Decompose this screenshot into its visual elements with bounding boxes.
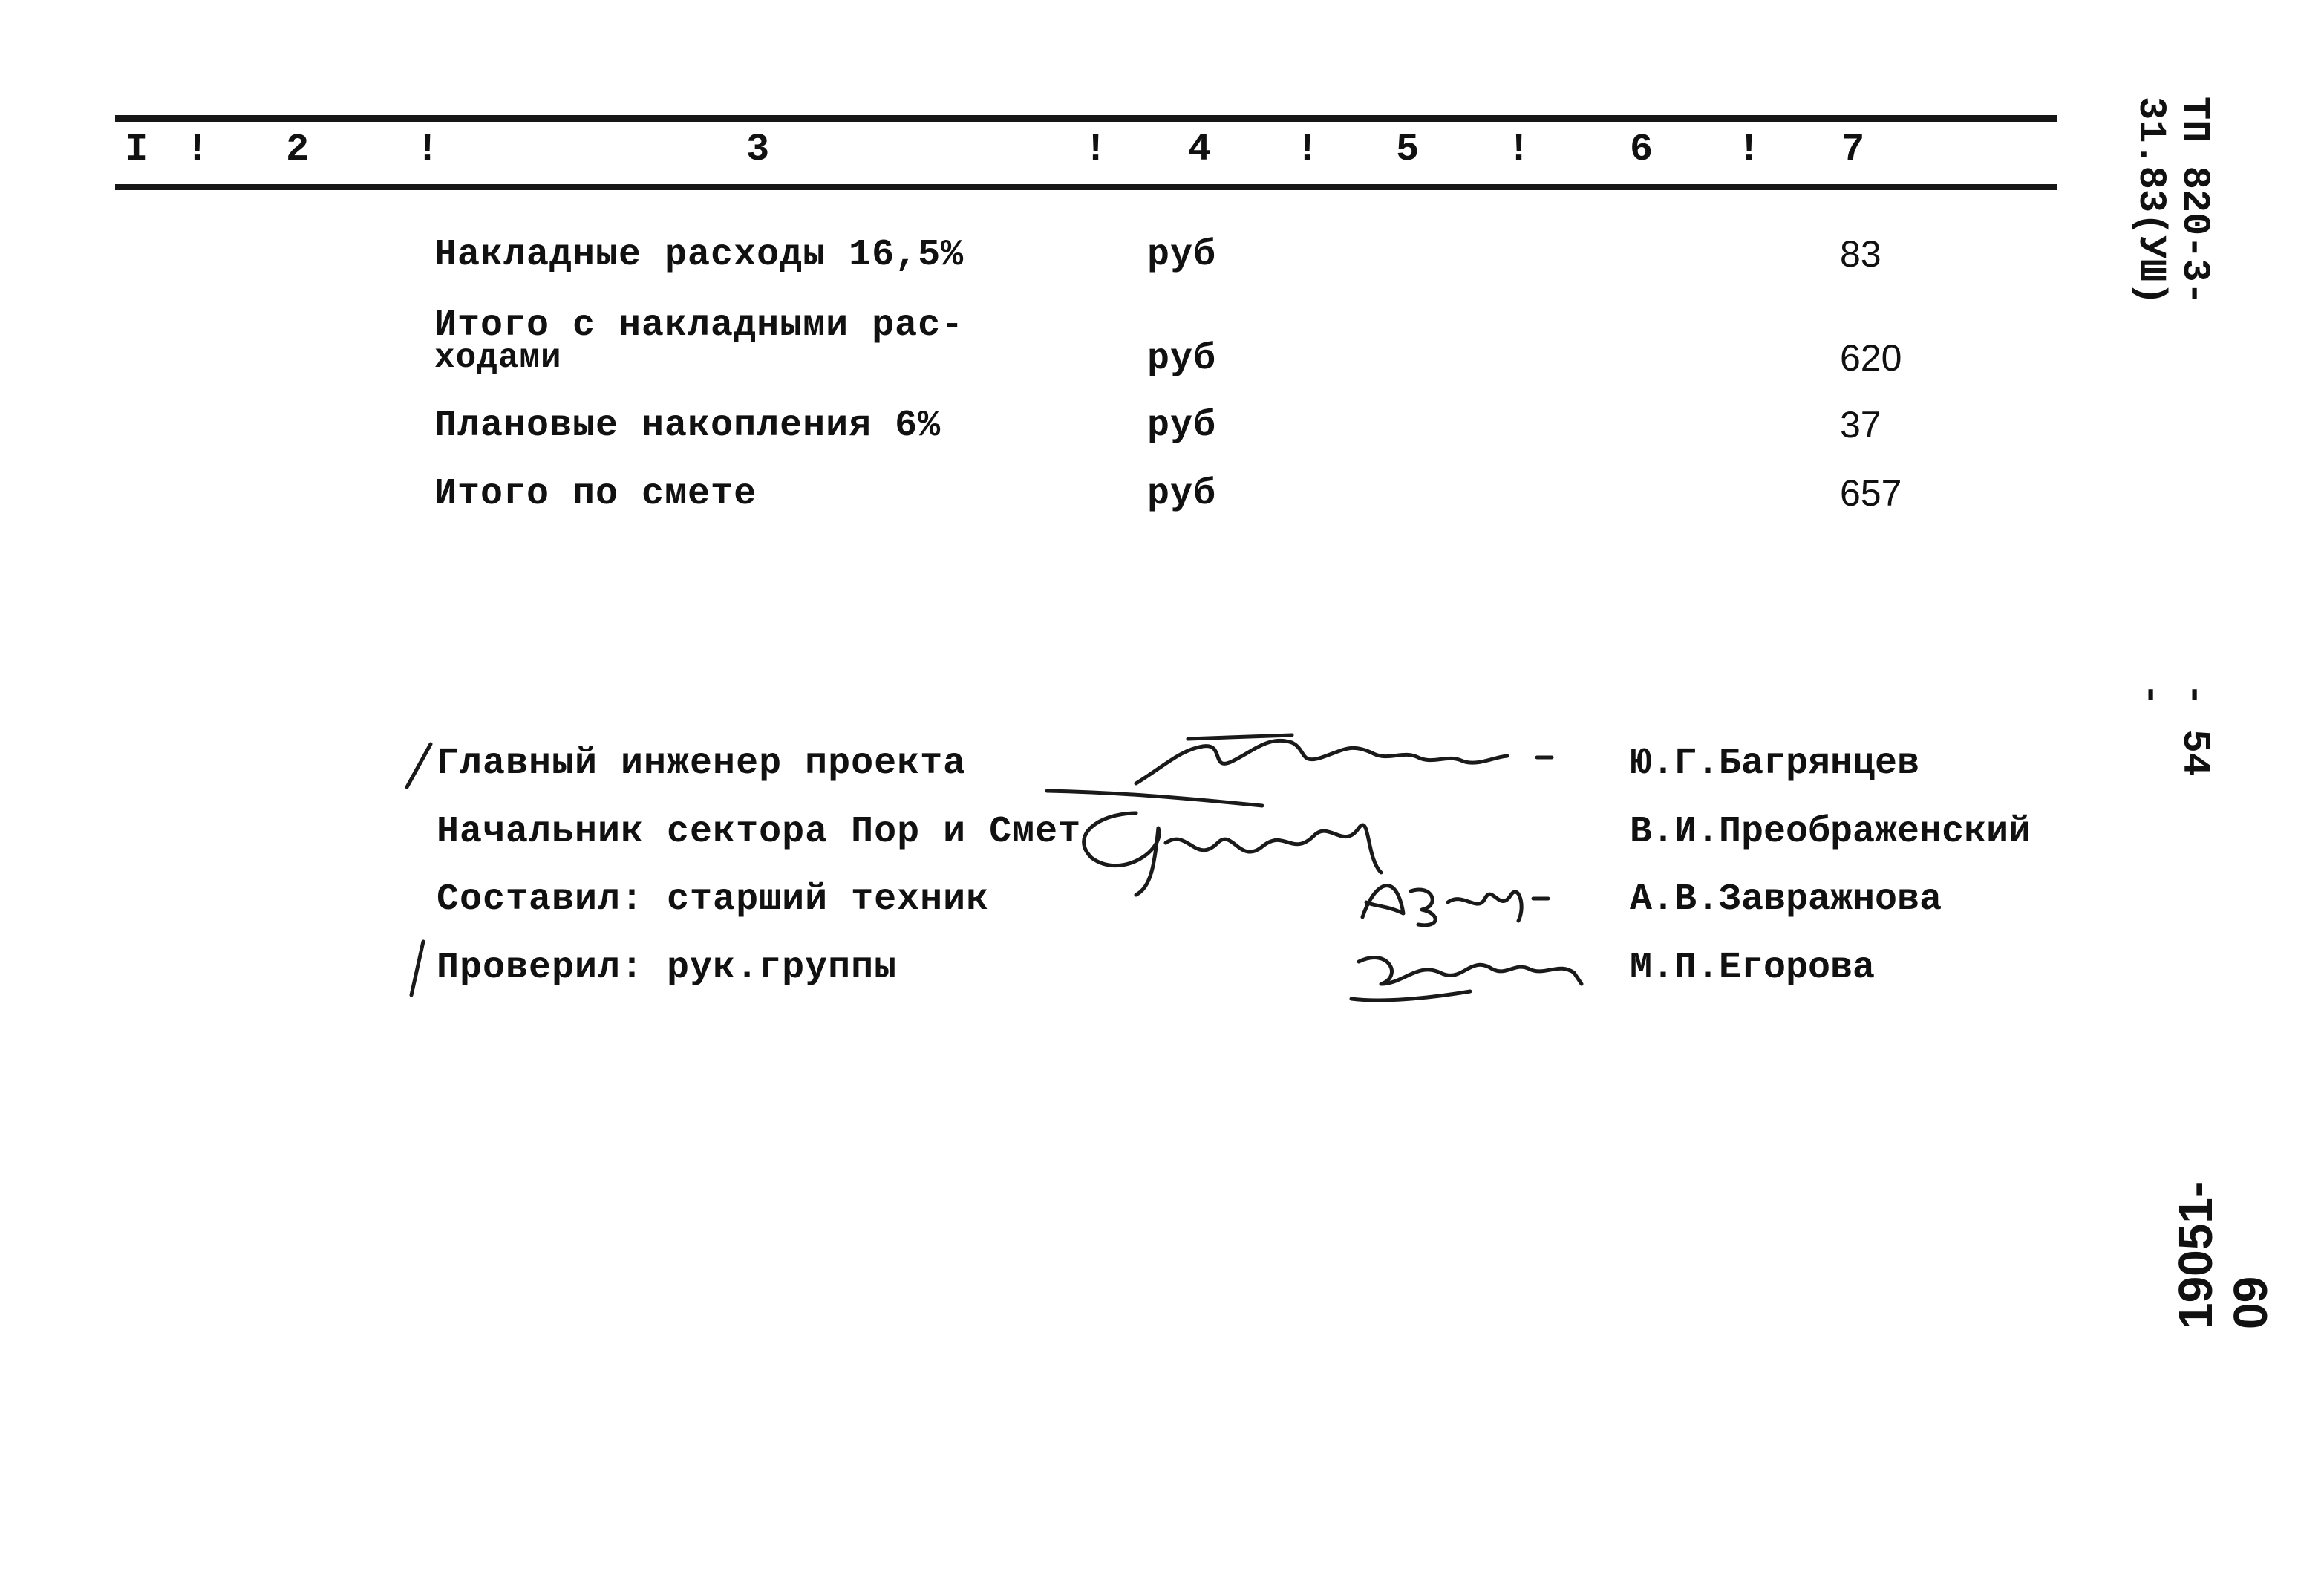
table-header-bottom-rule [115, 184, 2057, 190]
column-separator: ! [1507, 128, 1531, 172]
column-separator: ! [1296, 128, 1319, 172]
row-unit: руб [1147, 234, 1217, 276]
column-separator: ! [186, 128, 209, 172]
page-number: - 54 - [2129, 683, 2216, 776]
table-top-rule [115, 115, 2057, 122]
signatory-title: Начальник сектора Пор и Смет [437, 811, 1082, 853]
row-label: Плановые накопления 6% [434, 405, 941, 447]
row-unit: руб [1147, 473, 1217, 515]
column-separator: ! [416, 128, 440, 172]
signatory-title: Проверил: рук.группы [437, 947, 898, 989]
column-header-2: 2 [286, 128, 310, 172]
document-code: ТП 820-3-31.83(УШ) [2129, 97, 2216, 305]
row-label-line2: ходами [434, 339, 562, 377]
row-unit: руб [1147, 405, 1217, 447]
row-value: 620 [1840, 337, 1902, 379]
column-separator: ! [1084, 128, 1108, 172]
row-label-line1: Итого с накладными рас- [434, 304, 964, 347]
archive-stamp-number: 19051-09 [2169, 1181, 2277, 1329]
signatory-name: М.П.Егорова [1630, 947, 1876, 989]
row-label: Итого по смете [434, 473, 757, 515]
row-value: 657 [1840, 472, 1902, 514]
column-header-1: I [125, 128, 148, 172]
row-value: 37 [1840, 404, 1881, 446]
column-header-6: 6 [1630, 128, 1654, 172]
column-header-7: 7 [1841, 128, 1865, 172]
row-label: Накладные расходы 16,5% [434, 234, 964, 276]
signatory-name: А.В.Завражнова [1630, 878, 1942, 921]
signatory-title: Составил: старший техник [437, 878, 990, 921]
signatory-name: В.И.Преображенский [1630, 811, 2031, 853]
column-header-5: 5 [1396, 128, 1420, 172]
column-header-3: 3 [746, 128, 770, 172]
handwritten-signature-3 [1351, 861, 1559, 936]
column-separator: ! [1737, 128, 1761, 172]
column-header-4: 4 [1188, 128, 1212, 172]
signatory-name: Ю.Г.Багрянцев [1630, 743, 1920, 785]
row-unit: руб [1147, 338, 1217, 380]
handwritten-signature-4 [1336, 932, 1596, 1014]
row-value: 83 [1840, 233, 1881, 275]
signatory-title: Главный инженер проекта [437, 743, 967, 785]
